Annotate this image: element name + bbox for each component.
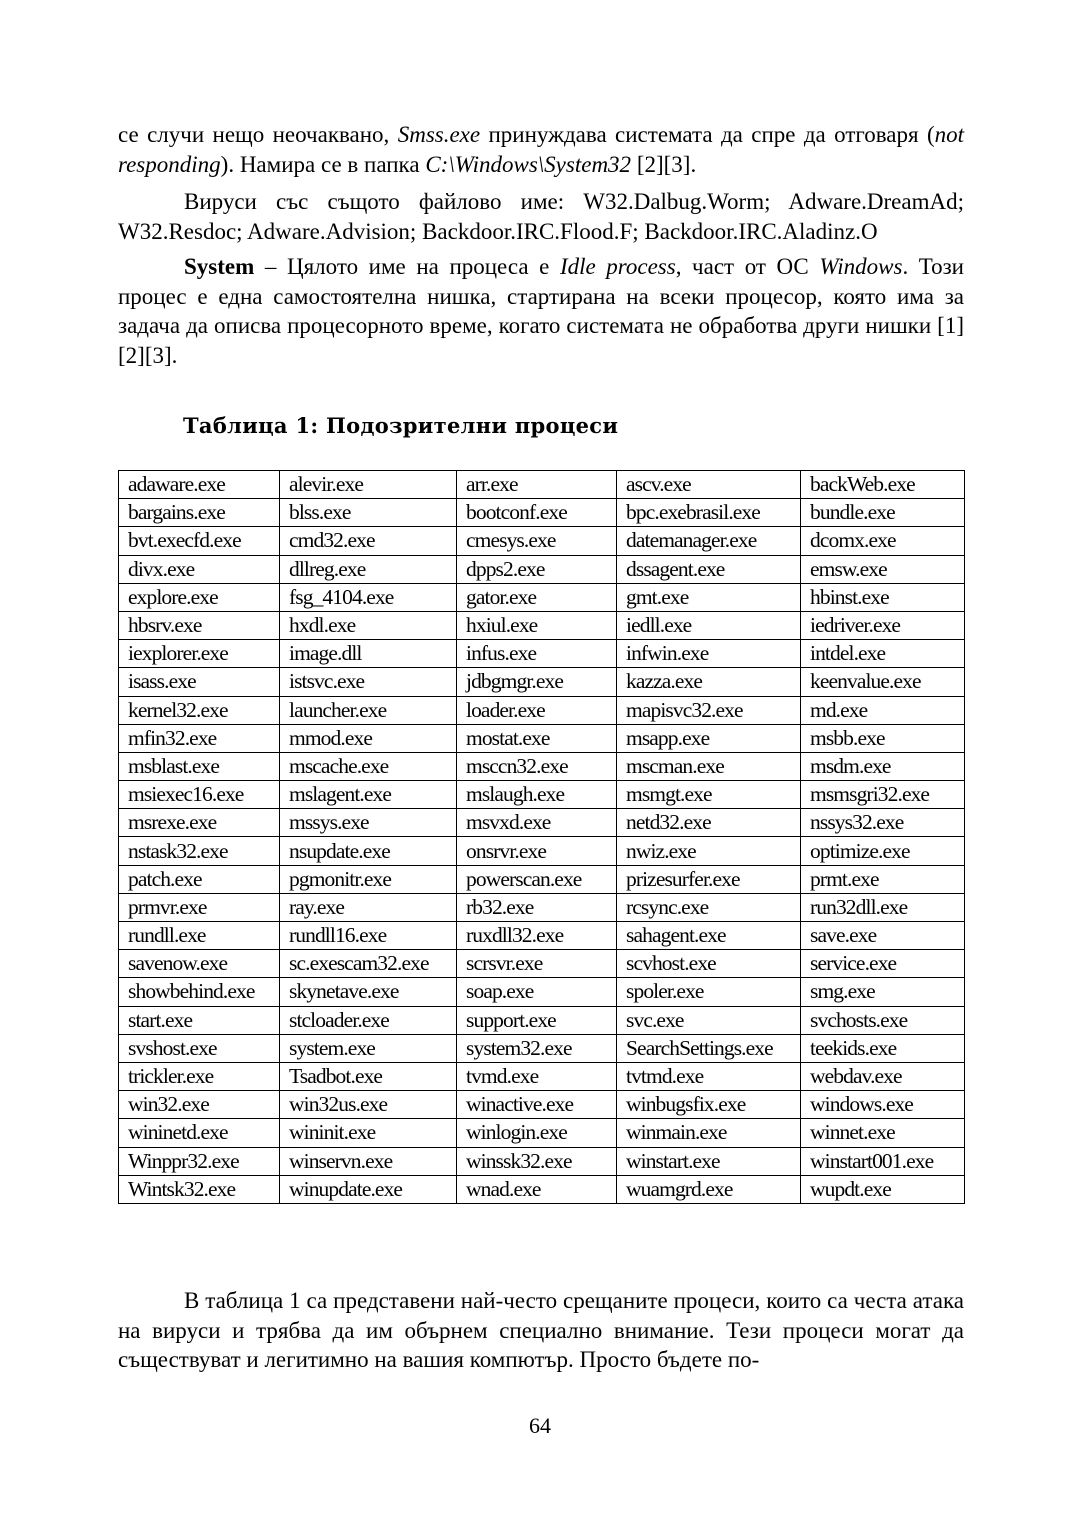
table-cell: blss.exe: [280, 499, 457, 527]
table-cell: mfin32.exe: [119, 724, 280, 752]
table-cell: msmsgri32.exe: [801, 781, 965, 809]
table-row: [119, 893, 965, 921]
table-cell: msblast.exe: [119, 752, 280, 780]
table-cell: sahagent.exe: [617, 922, 801, 950]
table-cell: hbinst.exe: [801, 583, 965, 611]
table-row: [119, 922, 965, 950]
table-cell: dcomx.exe: [801, 527, 965, 555]
table-cell: winupdate.exe: [280, 1175, 457, 1203]
table-cell: stcloader.exe: [280, 1006, 457, 1034]
table-cell: start.exe: [119, 1006, 280, 1034]
table-row: [119, 752, 965, 780]
italic-term: Windows: [819, 254, 903, 279]
table-cell: netd32.exe: [617, 809, 801, 837]
table-cell: mostat.exe: [457, 724, 617, 752]
table-cell: jdbgmgr.exe: [457, 668, 617, 696]
table-row: [119, 781, 965, 809]
table-cell: iedriver.exe: [801, 611, 965, 639]
table-row: [119, 865, 965, 893]
text-span: . Този процес е една самостоятелна нишка, стартирана на всеки процесор, която има за задача да описва процесорното време, когато системата не обработва други нишки [1][2][3].: [118, 254, 964, 368]
table-cell: dllreg.exe: [280, 555, 457, 583]
table-cell: msbb.exe: [801, 724, 965, 752]
table-cell: system.exe: [280, 1034, 457, 1062]
table-cell: msiexec16.exe: [119, 781, 280, 809]
table-row: [119, 837, 965, 865]
table-cell: rundll16.exe: [280, 922, 457, 950]
table-cell: sc.exescam32.exe: [280, 950, 457, 978]
table-cell: fsg_4104.exe: [280, 583, 457, 611]
table-cell: prizesurfer.exe: [617, 865, 801, 893]
table-cell: onsrvr.exe: [457, 837, 617, 865]
table-cell: mscman.exe: [617, 752, 801, 780]
table-cell: arr.exe: [457, 471, 617, 499]
table-cell: bargains.exe: [119, 499, 280, 527]
table-row: [119, 1175, 965, 1203]
table-cell: wnad.exe: [457, 1175, 617, 1203]
table-cell: msrexe.exe: [119, 809, 280, 837]
table-cell: backWeb.exe: [801, 471, 965, 499]
table-cell: optimize.exe: [801, 837, 965, 865]
table-cell: rundll.exe: [119, 922, 280, 950]
table-cell: showbehind.exe: [119, 978, 280, 1006]
table-row: [119, 724, 965, 752]
citation: [2][3].: [631, 151, 697, 177]
table-cell: mslagent.exe: [280, 781, 457, 809]
table-cell: launcher.exe: [280, 696, 457, 724]
table-cell: service.exe: [801, 950, 965, 978]
italic-term: Idle process: [559, 254, 676, 279]
table-cell: bvt.execfd.exe: [119, 527, 280, 555]
table-cell: winstart.exe: [617, 1147, 801, 1175]
table-cell: webdav.exe: [801, 1062, 965, 1090]
table-cell: skynetave.exe: [280, 978, 457, 1006]
table-cell: dpps2.exe: [457, 555, 617, 583]
table-row: [119, 1006, 965, 1034]
table-cell: spoler.exe: [617, 978, 801, 1006]
table-cell: emsw.exe: [801, 555, 965, 583]
table-cell: rcsync.exe: [617, 893, 801, 921]
table-cell: mapisvc32.exe: [617, 696, 801, 724]
table-cell: gmt.exe: [617, 583, 801, 611]
table-row: [119, 527, 965, 555]
table-cell: ruxdll32.exe: [457, 922, 617, 950]
table-cell: istsvc.exe: [280, 668, 457, 696]
table-cell: datemanager.exe: [617, 527, 801, 555]
table-cell: wupdt.exe: [801, 1175, 965, 1203]
table-row: [119, 1091, 965, 1119]
table-cell: ascv.exe: [617, 471, 801, 499]
paragraph-viruses: Вируси със същото файлово име: W32.Dalbug.Worm; Adware.DreamAd; W32.Resdoc; Adware.Advision; Backdoor.IRC.Flood.F; Backdoor.IRC.Aladinz.O: [118, 189, 964, 244]
table-cell: intdel.exe: [801, 640, 965, 668]
table-cell: winssk32.exe: [457, 1147, 617, 1175]
process-table-body: [119, 471, 965, 1204]
table-cell: svchosts.exe: [801, 1006, 965, 1034]
table-cell: dssagent.exe: [617, 555, 801, 583]
table-cell: SearchSettings.exe: [617, 1034, 801, 1062]
table-cell: mscache.exe: [280, 752, 457, 780]
text-span: принуждава системата да спре да отговаря (: [480, 122, 935, 147]
table-row: [119, 668, 965, 696]
table-cell: win32.exe: [119, 1091, 280, 1119]
text-span: , част от ОС: [675, 254, 820, 279]
table-cell: divx.exe: [119, 555, 280, 583]
table-cell: gator.exe: [457, 583, 617, 611]
table-cell: msmgt.exe: [617, 781, 801, 809]
table-cell: windows.exe: [801, 1091, 965, 1119]
italic-path: C:\Windows\System32: [425, 151, 632, 177]
table-cell: system32.exe: [457, 1034, 617, 1062]
table-row: [119, 809, 965, 837]
table-caption: Таблица 1: Подозрителни процеси: [183, 413, 619, 438]
table-cell: trickler.exe: [119, 1062, 280, 1090]
table-cell: explore.exe: [119, 583, 280, 611]
table-row: [119, 611, 965, 639]
table-cell: svc.exe: [617, 1006, 801, 1034]
table-row: [119, 696, 965, 724]
table-cell: md.exe: [801, 696, 965, 724]
table-cell: hxiul.exe: [457, 611, 617, 639]
table-cell: winbugsfix.exe: [617, 1091, 801, 1119]
table-row: [119, 1034, 965, 1062]
table-row: [119, 640, 965, 668]
table-cell: support.exe: [457, 1006, 617, 1034]
table-row: [119, 583, 965, 611]
table-cell: cmesys.exe: [457, 527, 617, 555]
table-cell: hxdl.exe: [280, 611, 457, 639]
text-span: ). Намира се в папка: [220, 151, 426, 177]
table-cell: powerscan.exe: [457, 865, 617, 893]
table-cell: nwiz.exe: [617, 837, 801, 865]
table-row: [119, 1062, 965, 1090]
bold-term: System: [184, 254, 255, 279]
table-cell: wininit.exe: [280, 1119, 457, 1147]
table-cell: nsupdate.exe: [280, 837, 457, 865]
table-row: [119, 471, 965, 499]
text-span: – Цялото име на процеса е: [254, 254, 560, 279]
table-cell: winmain.exe: [617, 1119, 801, 1147]
paragraph-table-description: В таблица 1 са представени най-често срещаните процеси, които са честа атака на вируси и трябва да им обърнем специално внимание. Тези процеси могат да съществуват и легитимно на вашия компютър. Просто бъдете по-: [118, 1288, 964, 1373]
table-cell: teekids.exe: [801, 1034, 965, 1062]
paragraph-system: [118, 252, 964, 370]
table-cell: mmod.exe: [280, 724, 457, 752]
table-cell: kazza.exe: [617, 668, 801, 696]
page-number: 64: [529, 1413, 551, 1438]
table-cell: Tsadbot.exe: [280, 1062, 457, 1090]
table-cell: soap.exe: [457, 978, 617, 1006]
table-cell: tvtmd.exe: [617, 1062, 801, 1090]
table-cell: Wintsk32.exe: [119, 1175, 280, 1203]
table-cell: alevir.exe: [280, 471, 457, 499]
table-cell: mssys.exe: [280, 809, 457, 837]
table-row: [119, 950, 965, 978]
table-cell: kernel32.exe: [119, 696, 280, 724]
table-cell: nssys32.exe: [801, 809, 965, 837]
table-cell: msdm.exe: [801, 752, 965, 780]
table-cell: winstart001.exe: [801, 1147, 965, 1175]
table-cell: hbsrv.exe: [119, 611, 280, 639]
table-row: [119, 1147, 965, 1175]
table-cell: keenvalue.exe: [801, 668, 965, 696]
table-cell: rb32.exe: [457, 893, 617, 921]
table-cell: svshost.exe: [119, 1034, 280, 1062]
table-cell: infus.exe: [457, 640, 617, 668]
table-cell: scvhost.exe: [617, 950, 801, 978]
table-cell: cmd32.exe: [280, 527, 457, 555]
italic-term: not responding: [118, 122, 965, 177]
table-cell: infwin.exe: [617, 640, 801, 668]
table-cell: savenow.exe: [119, 950, 280, 978]
table-cell: tvmd.exe: [457, 1062, 617, 1090]
table-cell: bundle.exe: [801, 499, 965, 527]
table-cell: prmvr.exe: [119, 893, 280, 921]
table-cell: wininetd.exe: [119, 1119, 280, 1147]
table-cell: win32us.exe: [280, 1091, 457, 1119]
table-cell: bootconf.exe: [457, 499, 617, 527]
table-cell: Winppr32.exe: [119, 1147, 280, 1175]
table-cell: isass.exe: [119, 668, 280, 696]
table-cell: patch.exe: [119, 865, 280, 893]
table-cell: msccn32.exe: [457, 752, 617, 780]
table-cell: save.exe: [801, 922, 965, 950]
table-cell: iexplorer.exe: [119, 640, 280, 668]
table-cell: winactive.exe: [457, 1091, 617, 1119]
table-cell: image.dll: [280, 640, 457, 668]
table-cell: winnet.exe: [801, 1119, 965, 1147]
text-span: се случи нещо неочаквано,: [118, 122, 398, 147]
table-row: [119, 978, 965, 1006]
table-cell: pgmonitr.exe: [280, 865, 457, 893]
table-cell: winservn.exe: [280, 1147, 457, 1175]
table-row: [119, 499, 965, 527]
table-cell: bpc.exebrasil.exe: [617, 499, 801, 527]
table-cell: prmt.exe: [801, 865, 965, 893]
table-cell: winlogin.exe: [457, 1119, 617, 1147]
table-cell: msapp.exe: [617, 724, 801, 752]
table-cell: wuamgrd.exe: [617, 1175, 801, 1203]
table-cell: mslaugh.exe: [457, 781, 617, 809]
table-cell: run32dll.exe: [801, 893, 965, 921]
table-row: [119, 1119, 965, 1147]
table-cell: loader.exe: [457, 696, 617, 724]
table-cell: smg.exe: [801, 978, 965, 1006]
table-cell: nstask32.exe: [119, 837, 280, 865]
table-cell: msvxd.exe: [457, 809, 617, 837]
italic-filename: Smss.exe: [397, 122, 481, 147]
table-cell: ray.exe: [280, 893, 457, 921]
table-cell: iedll.exe: [617, 611, 801, 639]
table-row: [119, 555, 965, 583]
table-cell: scrsvr.exe: [457, 950, 617, 978]
paragraph-smss: [118, 120, 964, 179]
table-cell: adaware.exe: [119, 471, 280, 499]
process-table: [118, 470, 965, 1204]
